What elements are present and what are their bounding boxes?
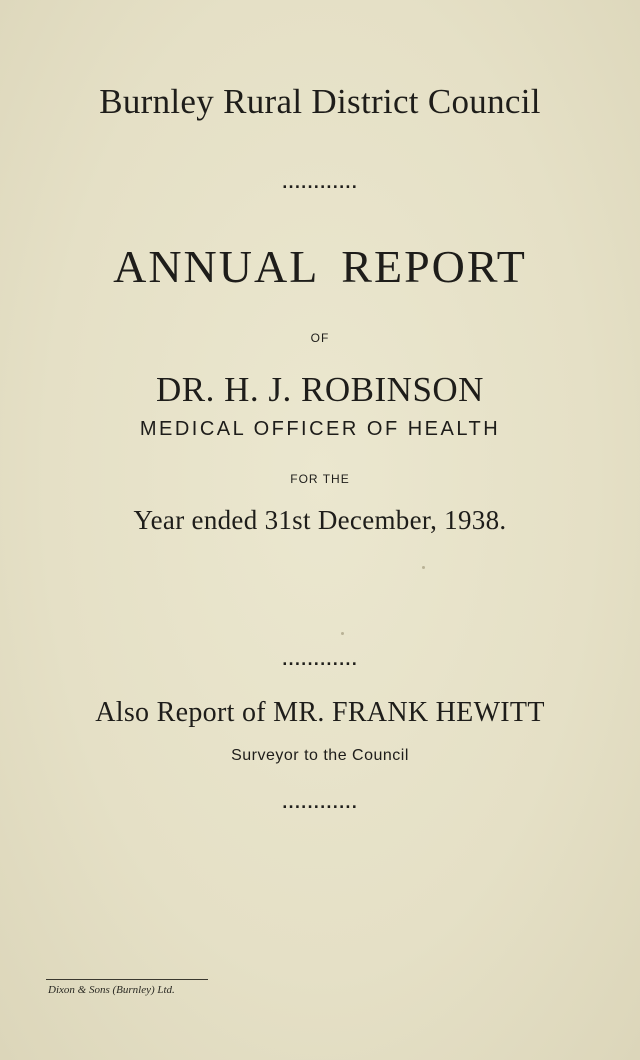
report-title-word-annual: ANNUAL xyxy=(113,241,320,292)
paper-speck xyxy=(422,566,425,569)
printer-rule xyxy=(46,979,208,980)
paper-speck xyxy=(341,632,344,635)
dotted-separator-bottom: ............ xyxy=(282,796,358,812)
council-name: Burnley Rural District Council xyxy=(99,82,541,121)
dotted-separator-middle: ............ xyxy=(282,653,358,669)
dotted-separator-top: ............ xyxy=(282,176,358,192)
for-the-label: FOR THE xyxy=(290,472,350,486)
of-label: OF xyxy=(310,331,330,345)
surveyor-role: Surveyor to the Council xyxy=(231,747,409,764)
printer-imprint: Dixon & Sons (Burnley) Ltd. xyxy=(48,984,175,996)
medical-officer-name: DR. H. J. ROBINSON xyxy=(156,370,484,409)
report-year: Year ended 31st December, 1938. xyxy=(133,505,507,535)
report-title xyxy=(0,240,640,293)
surveyor-report-heading: Also Report of MR. FRANK HEWITT xyxy=(95,697,545,728)
report-title-word-report: REPORT xyxy=(341,241,527,292)
medical-officer-title: MEDICAL OFFICER OF HEALTH xyxy=(139,418,501,440)
